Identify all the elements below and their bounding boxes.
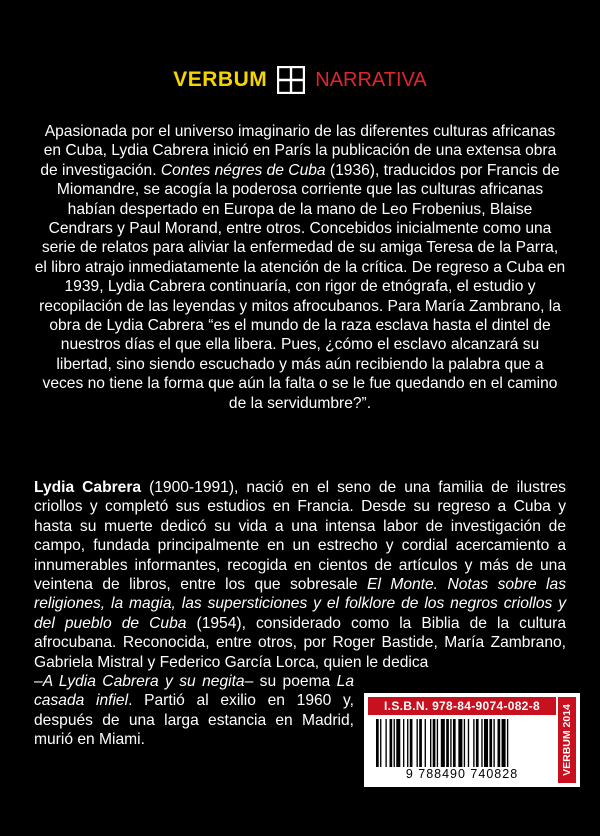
bio-text-1: (1900-1991), nació en el seno de una familia de ilustres criollos y completó sus estudios en Francia. Desde su regreso a Cuba y hasta su muerte dedicó su vida a una intensa labor de investigación de campo, fundada principalmente en un estrecho y cordial acercamiento a innumerables informantes, recogida en cientos de artículos y más de una veintena de libros, entre los que sobresale	[34, 479, 566, 594]
publisher-logo	[0, 66, 600, 94]
bio-dash: –	[34, 673, 43, 691]
synopsis-text-2: (1936), traducidos por Francis de Miomandre, se acogía la poderosa corriente que las culturas africanas habían despertado en Europa de la mano de Leo Frobenius, Blaise Cendrars y Paul Morand, entre otros. Concebidos inicialmente como una serie de relatos para aliviar la enfermedad de su amiga Teresa de la Parra, el libro atrajo inmediatamente la atención de la crítica. De regreso a Cuba en 1939, Lydia Cabrera continuaría, con rigor de etnógrafa, el estudio y recopilación de las leyendas y mitos afrocubanos. Para María Zambrano, la obra de Lydia Cabrera “es el mundo de la raza esclava hasta el dintel de nuestros días el que ella libera. Pues, ¿cómo el esclavo alcanzará su libertad, sino siendo escuchado y más aún recibiendo la palabra que a veces no tiene la forma que aún la falta o se le fue quedando en el camino de la servidumbre?”.	[34, 161, 566, 412]
side-label-text: VERBUM 2014	[561, 704, 573, 776]
publisher-name: VERBUM	[173, 68, 268, 91]
synopsis-text-1: Apasionada por el universo imaginario de las diferentes culturas africanas en Cuba, Lydia Cabrera inició en París la publicación de una extensa obra de investigación.	[40, 123, 557, 179]
barcode-digits: 9 788490 740828	[405, 767, 519, 781]
synopsis-paragraph	[34, 122, 566, 413]
author-name: Lydia Cabrera	[34, 479, 142, 496]
bio-main	[34, 478, 566, 672]
window-grid-icon	[277, 66, 305, 94]
poem-dedication: A Lydia Cabrera y su negita	[42, 673, 245, 691]
bio-text-3: – su poema	[244, 673, 337, 691]
major-work-title: El Monte. Notas sobre las religiones, la magia, las supersticiones y el folklore de los negros criollos y del pueblo de Cuba	[34, 576, 566, 632]
isbn-barcode-box	[364, 693, 580, 787]
side-label	[558, 697, 576, 783]
bio-end	[34, 672, 354, 750]
collection-name: NARRATIVA	[315, 68, 427, 91]
book-title: Contes négres de Cuba	[160, 161, 326, 179]
bio-text-2: (1954), considerado como la Biblia de la cultura afrocubana. Reconocida, entre otros, por Roger Bastide, María Zambrano, Gabriela Mistral y Federico García Lorca, quien le dedica	[34, 614, 566, 671]
barcode-bars	[374, 719, 550, 767]
bio-text-4: . Partió al exilio en 1960 y, después de una larga estancia en Madrid, murió en Miami.	[34, 692, 355, 749]
poem-title: La casada infiel	[34, 673, 354, 710]
isbn-label: I.S.B.N. 978-84-9074-082-8	[368, 697, 556, 715]
